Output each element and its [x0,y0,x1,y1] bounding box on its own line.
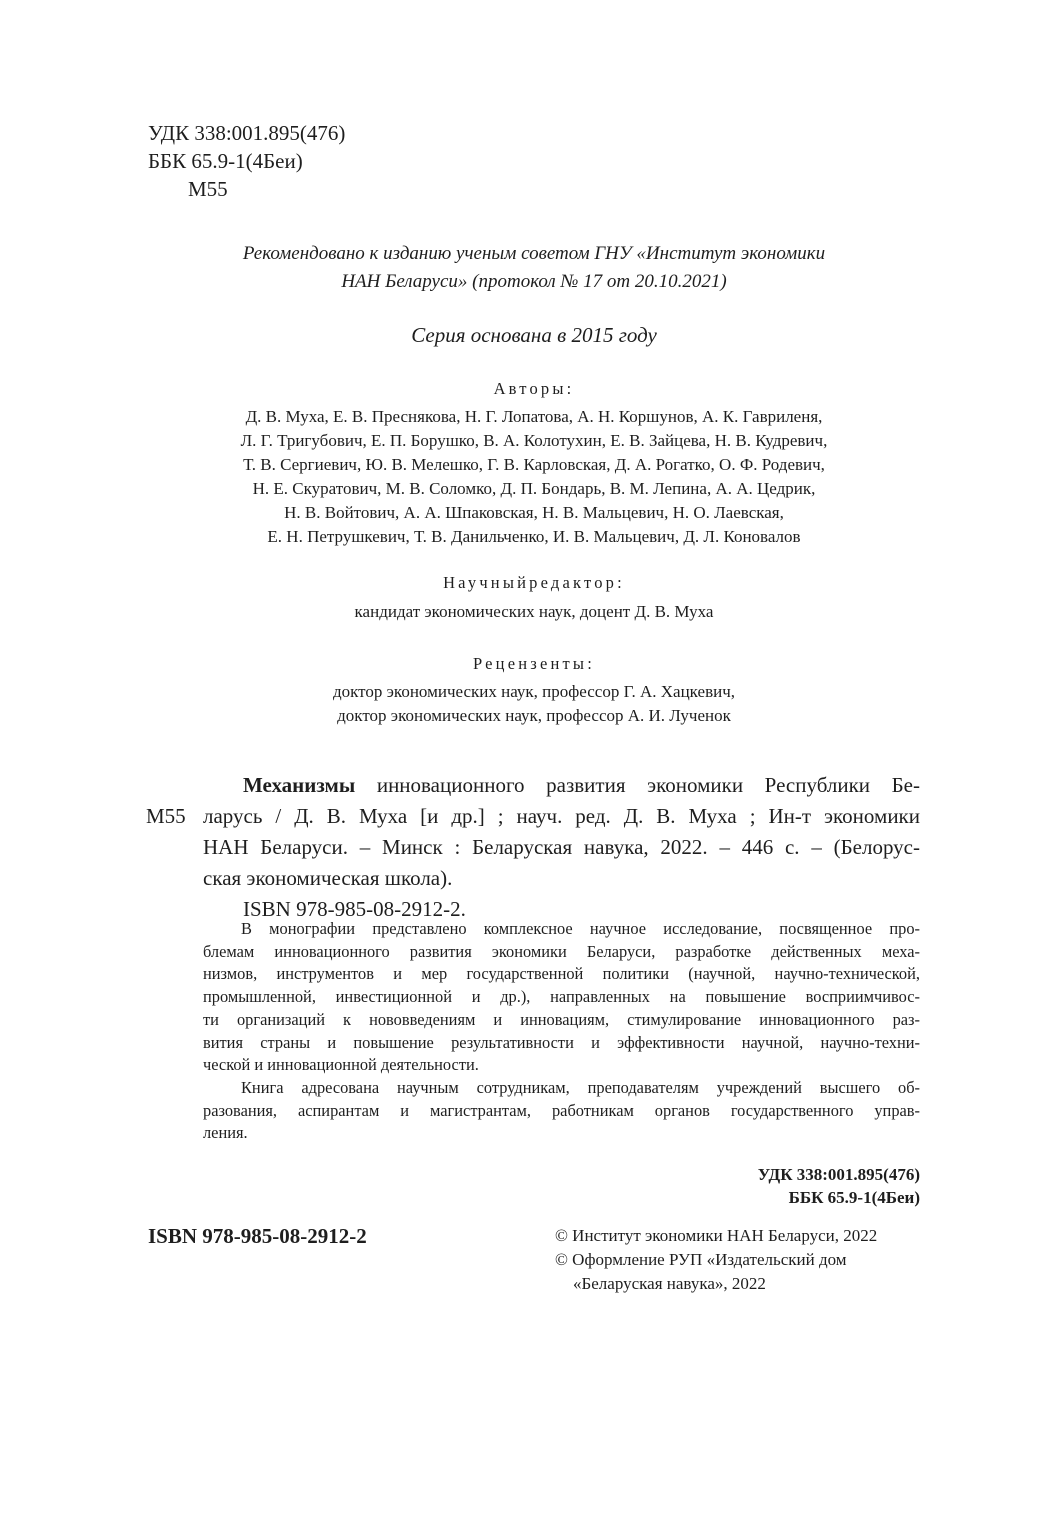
bibliographic-line: ская экономическая школа). [203,866,453,890]
annotation-line: В монографии представлено комплексное научное исследование, посвященное про- [241,919,920,938]
reviewers-label: Рецензенты: [472,654,596,673]
recommendation-note [150,240,918,296]
annotation-line: разования, аспирантам и магистрантам, работникам органов государственного управ- [203,1100,920,1120]
udk-code: УДК 338:001.895(476) [148,121,346,145]
authors-label: Авторы: [493,379,575,398]
annotation-line: Книга адресована научным сотрудникам, преподавателям учреждений высшего об- [241,1077,920,1097]
authors-list [150,405,918,549]
annotation-line: вития страны и повышение результативности и эффективности научной, научно-техни- [203,1032,920,1052]
bibliographic-entry [203,770,920,925]
bbk-code: ББК 65.9-1(4Беи) [148,149,303,173]
annotation [203,918,920,1145]
isbn: ISBN 978-985-08-2912-2 [148,1224,367,1248]
copyright-block [555,1224,877,1296]
bibliographic-line [203,770,920,801]
reviewers-list [150,680,918,728]
authors-line: Е. Н. Петрушкевич, Т. В. Данильченко, И. В. Мальцевич, Д. Л. Коновалов [267,527,801,546]
authors-line: Н. Е. Скуратович, М. В. Соломко, Д. П. Бондарь, В. М. Лепина, А. А. Цедрик, [252,479,816,498]
bibliographic-mark: М55 [146,804,186,828]
annotation-line: низмов, инструментов и мер государственной политики (научной, научно-технической, [203,964,920,984]
recommendation-line: НАН Беларуси» (протокол № 17 от 20.10.2021) [341,271,727,292]
annotation-line: блемам инновационного развития экономики Беларуси, разработке действенных меха- [203,941,920,961]
copyright-line: «Беларуская навука», 2022 [573,1274,766,1293]
editor-label: Научныйредактор: [443,573,625,592]
authors-line: Н. В. Войтович, А. А. Шпаковская, Н. В. Мальцевич, Н. О. Лаевская, [284,503,784,522]
editor-text: кандидат экономических наук, доцент Д. В. Муха [354,602,714,621]
reviewer-line: доктор экономических наук, профессор А. И. Лученок [337,706,731,725]
annotation-line: ти организаций к нововведениям и инновациям, стимулирование инновационного раз- [203,1009,920,1029]
bottom-classification [758,1163,920,1209]
reviewer-line: доктор экономических наук, профессор Г. А. Хацкевич, [332,682,735,701]
bibliographic-text: инновационного развития экономики Республики Бе- [355,773,920,797]
book-title: Механизмы [243,773,356,797]
authors-line: Д. В. Муха, Е. В. Преснякова, Н. Г. Лопатова, А. Н. Коршунов, А. К. Гавриленя, [245,407,823,426]
series-note: Серия основана в 2015 году [411,323,657,347]
authors-line: Т. В. Сергиевич, Ю. В. Мелешко, Г. В. Карловская, Д. А. Рогатко, О. Ф. Родевич, [243,455,825,474]
copyright-line: © Оформление РУП «Издательский дом [555,1250,847,1269]
author-mark: М55 [188,177,228,201]
annotation-line: промышленной, инвестиционной и др.), направленных на повышение восприимчивос- [203,987,920,1007]
bibliographic-line: ларусь / Д. В. Муха [и др.] ; науч. ред. Д. В. Муха ; Ин-т экономики [203,804,920,828]
bibliographic-line: НАН Беларуси. – Минск : Беларуская навука, 2022. – 446 с. – (Белорус- [203,835,920,859]
recommendation-line: Рекомендовано к изданию ученым советом ГНУ «Институт экономики [242,243,826,264]
bottom-udk-code: УДК 338:001.895(476) [757,1165,920,1184]
bibliographic-isbn: ISBN 978-985-08-2912-2. [243,897,466,921]
bottom-bbk-code: ББК 65.9-1(4Беи) [788,1188,920,1207]
classification-block [148,119,345,203]
annotation-line: ческой и инновационной деятельности. [203,1055,479,1075]
copyright-line: © Институт экономики НАН Беларуси, 2022 [555,1226,878,1245]
annotation-line: ления. [203,1123,248,1143]
authors-line: Л. Г. Тригубович, Е. П. Борушко, В. А. Колотухин, Е. В. Зайцева, Н. В. Кудревич, [240,431,828,450]
